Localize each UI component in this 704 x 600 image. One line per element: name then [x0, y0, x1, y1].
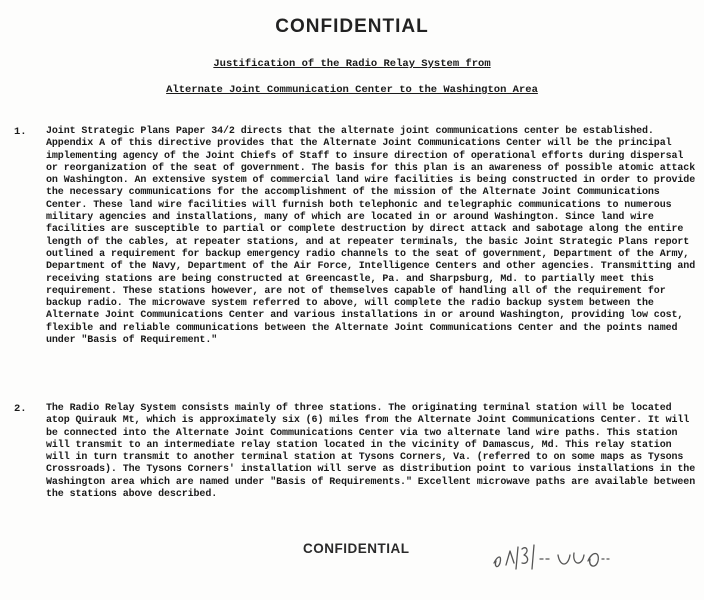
paragraph-number-2: 2.	[14, 403, 27, 415]
classification-stamp-bottom: CONFIDENTIAL	[303, 541, 410, 556]
paragraph-2-text: The Radio Relay System consists mainly of three stations. The originating terminal station will be located atop Quirauk Mt, which is approximately six (6) miles from the Alternate Joint Communications Center. It will be connected into the Alternate Joint Communications Center via two alternate land wire paths. This station will transmit to an intermediate relay station located in the vicinity of Damascus, Md. This relay station will in turn transmit to another terminal station at Tysons Corners, Va. (referred to on some maps as Tysons Crossroads). The Tysons Corners' installation will serve as distribution point to various installations in the Washington area which are named under "Basis of Requirements." Excellent microwave paths are available between the stations above described.	[46, 403, 696, 501]
paragraph-number-1: 1.	[14, 126, 27, 138]
classification-stamp-top: CONFIDENTIAL	[275, 16, 429, 37]
paragraph-1-text: Joint Strategic Plans Paper 34/2 directs that the alternate joint communications center be established. Appendix A of this directive provides that the Alternate Joint Communications Center will be the principal implementing agency of the Joint Chiefs of Staff to insure direction of operational efforts during dispersal or reorganization of the seat of government. The basis for this plan is an awareness of possible atomic attack on Washington. An extensive system of commercial land wire facilities is being constructed in order to provide the necessary communications for the accomplishment of the mission of the Alternate Joint Communications Center. These land wire facilities will furnish both telephonic and telegraphic communications to numerous military agencies and installations, many of which are located in or around Washington. Since land wire facilities are susceptible to partial or complete destruction by direct attack and sabotage along the entire length of the cables, at repeater stations, and at repeater terminals, the basic Joint Strategic Plans report outlined a requirement for backup emergency radio channels to the seat of government, Department of the Army, Department of the Navy, Department of the Air Force, Intelligence Centers and other agencies. Transmitting and receiving stations are being constructed at Greencastle, Pa. and Sharpsburg, Md. to partially meet this requirement. These stations however, are not of themselves capable of handling all of the requirement for backup radio. The microwave system referred to above, will complete the radio backup system between the Alternate Joint Communications Center and various installations in or around Washington, providing low cost, flexible and reliable communications between the Alternate Joint Communications Center and the points named under "Basis of Requirement."	[46, 126, 696, 347]
document-title-line2: Alternate Joint Communication Center to the Washington Area	[166, 84, 538, 96]
document-title-line1: Justification of the Radio Relay System from	[213, 58, 491, 70]
handwritten-signature-mark	[488, 533, 648, 581]
